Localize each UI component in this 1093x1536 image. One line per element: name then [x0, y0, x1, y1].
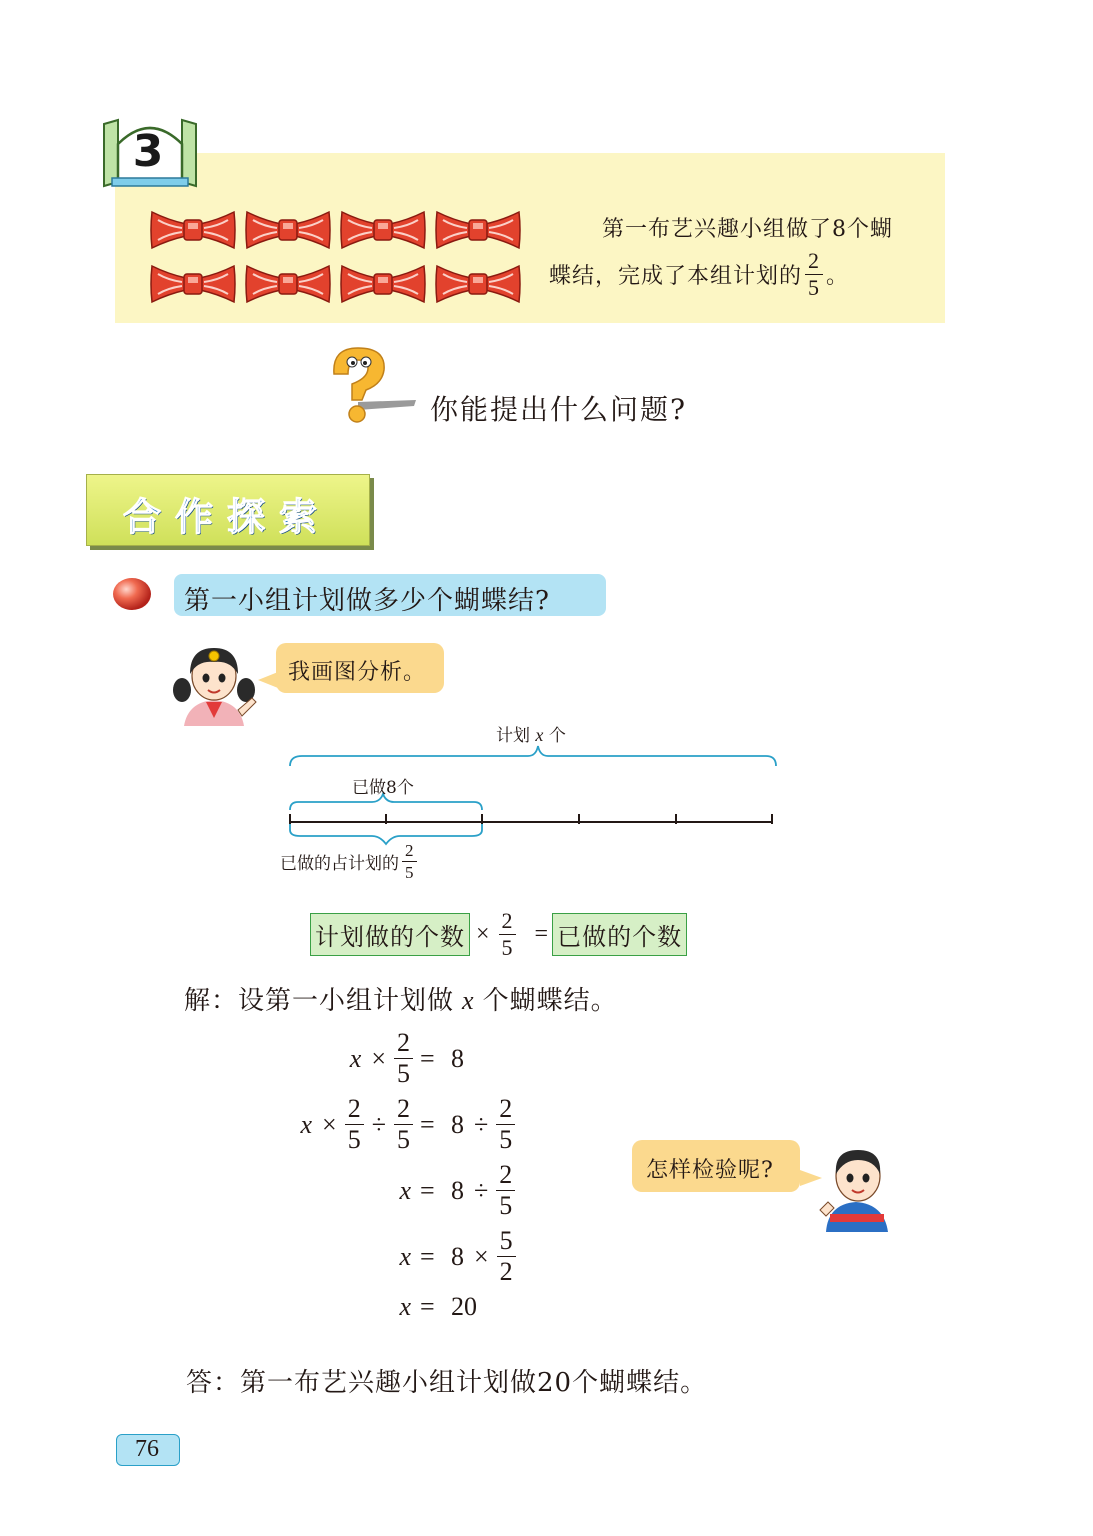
prompt-question: 你能提出什么问题?	[430, 393, 688, 426]
equation-rhs	[446, 1292, 482, 1322]
answer: 答：第一布艺兴趣小组计划做20个蝴蝶结。	[186, 1368, 708, 1398]
equation-rhs	[446, 1096, 518, 1153]
bottom-label	[280, 842, 420, 881]
plan-label	[496, 721, 566, 746]
girl-avatar	[170, 640, 260, 726]
problem-line-1: 第一布艺兴趣小组做了8个蝴	[602, 217, 893, 242]
frac-denominator: 5	[397, 1059, 410, 1088]
solution-intro-end: 个蝴蝶结。	[482, 986, 618, 1016]
frac-denominator: 5	[501, 935, 513, 960]
variable-x: x	[399, 1292, 411, 1321]
times-sign: ×	[476, 921, 490, 947]
bow-icon	[436, 266, 520, 302]
variable-x: x	[399, 1241, 411, 1271]
equation-rhs	[446, 1162, 518, 1219]
bottom-brace	[290, 824, 482, 844]
number: 8	[451, 1175, 464, 1205]
number: 8	[451, 1109, 464, 1139]
plan-label-var: x	[535, 725, 544, 745]
equals-sign: =	[420, 1241, 435, 1271]
frac-denominator: 5	[499, 1191, 513, 1220]
operator: ÷	[474, 1175, 489, 1205]
frac-denominator: 5	[397, 1125, 410, 1154]
solution-intro-text: 解：设第一小组计划做	[184, 986, 455, 1016]
frac-denominator: 5	[808, 275, 821, 300]
relation-box-left: 计划做的个数	[310, 913, 470, 956]
plan-label-text: 计划	[496, 726, 530, 746]
frac-denominator: 5	[347, 1125, 361, 1154]
boy-bubble-text: 怎样检验呢?	[646, 1158, 774, 1183]
number: 20	[451, 1292, 477, 1321]
bottom-fraction	[402, 842, 417, 881]
fraction	[496, 1162, 515, 1219]
operator: ÷	[474, 1109, 489, 1139]
bow-icon	[341, 212, 425, 248]
frac-numerator: 2	[496, 1096, 515, 1125]
boy-avatar	[818, 1144, 894, 1232]
fraction	[345, 1096, 364, 1153]
page-number: 76	[135, 1436, 159, 1462]
frac-denominator: 5	[405, 863, 414, 882]
variable-x: x	[349, 1043, 362, 1073]
equals-sign: =	[420, 1043, 435, 1073]
equation-lhs	[394, 1228, 416, 1285]
question-1: 第一小组计划做多少个蝴蝶结?	[184, 586, 550, 616]
equation-lhs	[394, 1292, 416, 1322]
problem-end: 。	[826, 264, 850, 289]
fraction	[394, 1030, 413, 1087]
operator: ×	[322, 1109, 337, 1139]
fraction	[496, 1096, 515, 1153]
problem-line-2	[549, 250, 849, 299]
red-bead-icon	[112, 577, 152, 611]
done-label: 已做8个	[352, 778, 414, 798]
relation-box-right: 已做的个数	[552, 913, 687, 956]
frac-denominator: 5	[499, 1125, 513, 1154]
bow-icon	[151, 266, 235, 302]
relation-fraction	[499, 910, 516, 959]
plan-label-unit: 个	[548, 726, 566, 746]
variable-x: x	[399, 1175, 411, 1205]
equals-sign: =	[420, 1292, 435, 1321]
equation-lhs	[296, 1096, 417, 1153]
relation-row	[310, 910, 687, 959]
equation-rhs	[446, 1228, 519, 1285]
section-title: 合作探索	[122, 495, 331, 539]
frac-denominator: 2	[499, 1257, 513, 1286]
operator: ×	[371, 1043, 386, 1073]
girl-bubble-text: 我画图分析。	[288, 660, 427, 685]
frac-numerator: 2	[402, 842, 417, 862]
problem-text: 蝶结，完成了本组计划的	[549, 264, 803, 289]
girl-bubble-tail	[258, 672, 278, 688]
equation-rhs	[446, 1030, 469, 1087]
bottom-label-text: 已做的占计划的	[280, 854, 399, 874]
question-mark-mascot-icon	[328, 344, 420, 428]
variable-x: x	[300, 1109, 313, 1139]
fraction	[497, 1228, 516, 1285]
frac-numerator: 2	[499, 910, 516, 935]
number: 8	[451, 1043, 464, 1073]
number: 8	[451, 1241, 464, 1271]
equation-lhs	[345, 1030, 416, 1087]
equation-lhs	[394, 1162, 416, 1219]
bow-icon	[341, 266, 425, 302]
operator: ÷	[371, 1109, 386, 1139]
frac-numerator: 2	[805, 250, 823, 275]
solution-intro	[184, 980, 618, 1017]
problem-fraction	[805, 250, 823, 299]
operator: ×	[474, 1241, 489, 1271]
equals-sign: =	[420, 1109, 435, 1139]
equals-sign: =	[420, 1175, 435, 1205]
bow-icon	[436, 212, 520, 248]
frac-numerator: 2	[394, 1030, 413, 1059]
frac-numerator: 2	[345, 1096, 364, 1125]
fraction	[394, 1096, 413, 1153]
bow-icon	[246, 266, 330, 302]
equals-sign: =	[534, 921, 549, 947]
frac-numerator: 2	[496, 1162, 515, 1191]
example-number: 3	[132, 126, 164, 177]
frac-numerator: 2	[394, 1096, 413, 1125]
bow-grid	[148, 206, 528, 308]
frac-numerator: 5	[497, 1228, 516, 1257]
solution-variable: x	[462, 986, 475, 1015]
bow-icon	[246, 212, 330, 248]
plan-brace	[290, 746, 776, 766]
bow-icon	[151, 212, 235, 248]
